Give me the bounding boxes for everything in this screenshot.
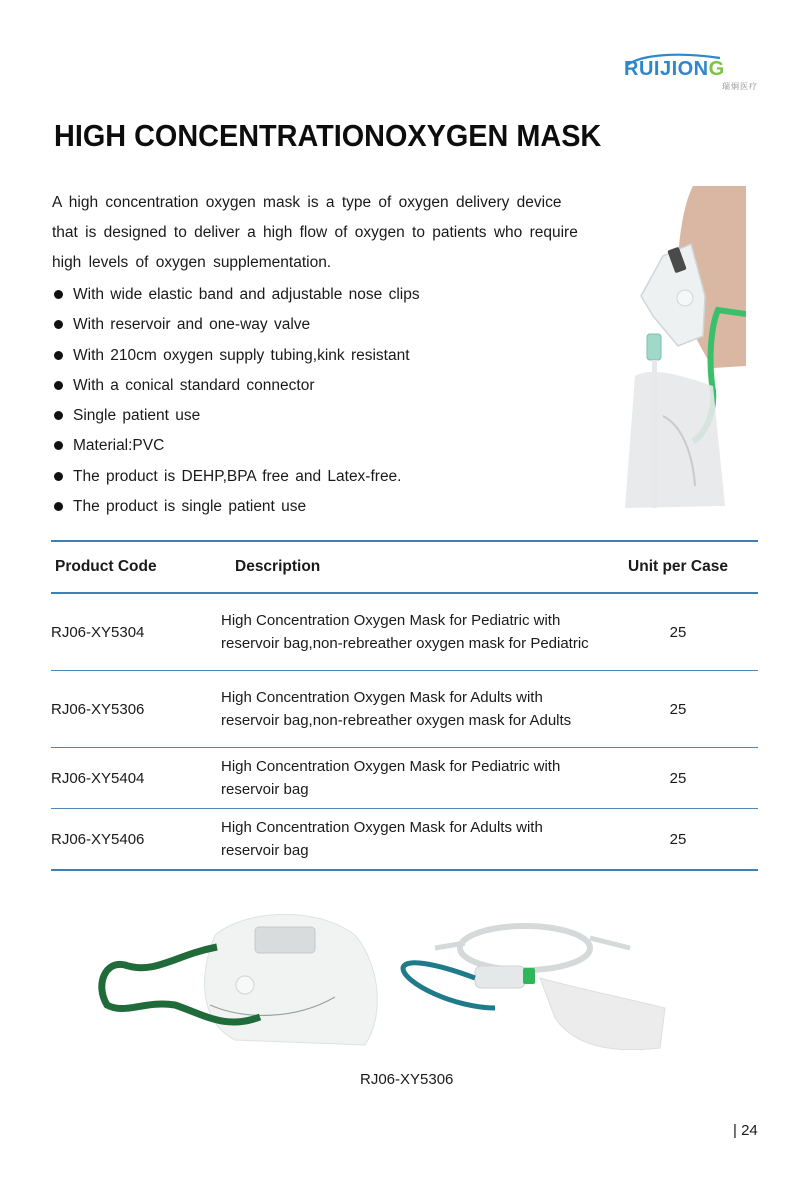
feature-text: With 210cm oxygen supply tubing,kink resistant <box>73 346 410 364</box>
bullet-icon <box>54 472 63 481</box>
cell-description: High Concentration Oxygen Mask for Pediatric with reservoir bag <box>221 758 561 798</box>
column-header-unit-per-case: Unit per Case <box>628 558 728 575</box>
feature-item <box>52 431 420 461</box>
cell-product-code: RJ06-XY5304 <box>51 623 145 641</box>
bullet-icon <box>54 411 63 420</box>
cell-product-code: RJ06-XY5406 <box>51 830 145 848</box>
brand-subtitle: 瑞炯医疗 <box>722 82 758 91</box>
bullet-icon <box>54 441 63 450</box>
cell-product-code: RJ06-XY5306 <box>51 700 145 718</box>
oxygen-mask-illustration <box>95 905 385 1055</box>
feature-item <box>52 371 420 401</box>
bullet-icon <box>54 351 63 360</box>
bullet-icon <box>54 320 63 329</box>
table-row <box>51 748 758 809</box>
cell-description: High Concentration Oxygen Mask for Adults with reservoir bag,non-rebreather oxygen mask for Adults <box>221 689 572 729</box>
cell-description: High Concentration Oxygen Mask for Adults with reservoir bag <box>221 819 543 859</box>
bullet-icon <box>54 502 63 511</box>
table-header-row <box>51 541 758 593</box>
cell-unit-per-case: 25 <box>669 769 687 787</box>
patient-wearing-mask-illustration <box>623 186 746 508</box>
bullet-icon <box>54 381 63 390</box>
feature-list <box>52 280 420 522</box>
cell-unit-per-case: 25 <box>669 830 687 848</box>
feature-text: The product is DEHP,BPA free and Latex-free. <box>73 467 402 485</box>
brand-name <box>624 58 725 81</box>
cell-unit-per-case: 25 <box>669 700 687 718</box>
brand-logo <box>620 50 760 96</box>
cell-unit-per-case: 25 <box>669 623 687 641</box>
brand-name-accent: G <box>708 58 725 80</box>
bullet-icon <box>54 290 63 299</box>
table-row <box>51 671 758 748</box>
feature-item <box>52 462 420 492</box>
feature-item <box>52 401 420 431</box>
gallery-caption: RJ06-XY5306 <box>360 1071 454 1088</box>
feature-text: Material:PVC <box>73 437 165 455</box>
column-header-description: Description <box>235 558 321 575</box>
brand-name-main: RUIJION <box>624 58 709 80</box>
feature-item <box>52 280 420 310</box>
feature-item <box>52 310 420 340</box>
feature-text: The product is single patient use <box>73 498 307 516</box>
table-row <box>51 593 758 671</box>
feature-text: With reservoir and one-way valve <box>73 316 311 334</box>
feature-item <box>52 492 420 522</box>
table-row <box>51 809 758 871</box>
gallery-photo-mask-with-reservoir-bag <box>395 908 675 1058</box>
gallery-photo-mask-green-strap <box>95 905 385 1055</box>
product-spec-table <box>51 540 758 871</box>
hero-product-photo <box>623 186 746 508</box>
feature-text: With a conical standard connector <box>73 376 315 394</box>
intro-paragraph: A high concentration oxygen mask is a type of oxygen delivery device that is designed to deliver a high flow of oxygen to patients who require high levels of oxygen supplementation. <box>52 194 578 271</box>
feature-text: Single patient use <box>73 407 201 425</box>
page-title: HIGH CONCENTRATIONOXYGEN MASK <box>54 118 602 153</box>
cell-description: High Concentration Oxygen Mask for Pediatric with reservoir bag,non-rebreather oxygen mask for Pediatric <box>221 612 589 652</box>
feature-text: With wide elastic band and adjustable nose clips <box>73 286 420 303</box>
mask-with-tubing-and-bag-illustration <box>395 908 675 1058</box>
cell-product-code: RJ06-XY5404 <box>51 769 145 787</box>
page-number: | 24 <box>733 1122 758 1139</box>
column-header-product-code: Product Code <box>55 558 157 575</box>
feature-item <box>52 341 420 371</box>
